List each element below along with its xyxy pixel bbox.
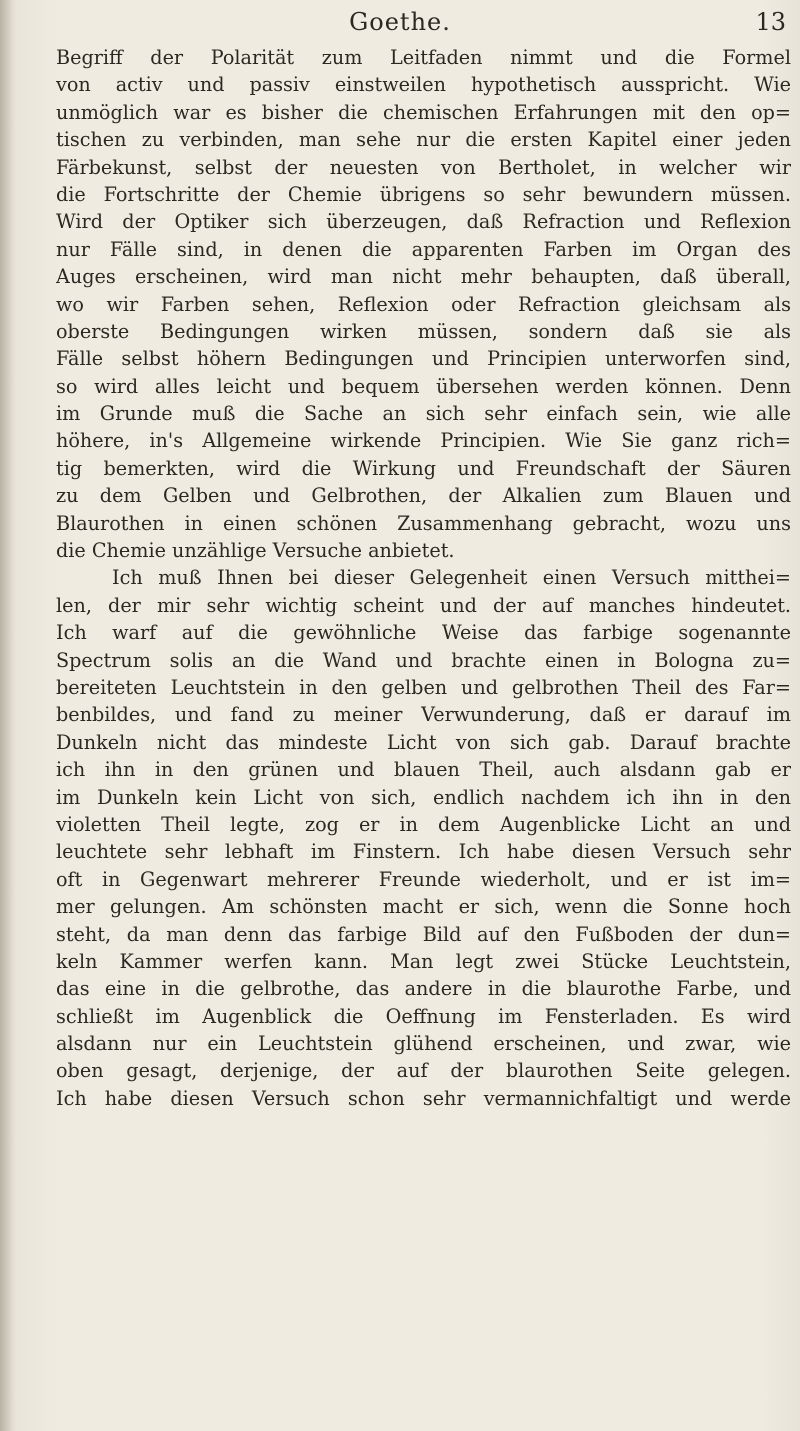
- text-line: Ich muß Ihnen bei dieser Gelegenheit einen Versuch mitthei=: [112, 566, 791, 590]
- text-line: im Dunkeln kein Licht von sich, endlich nachdem ich ihn in den: [56, 785, 791, 809]
- text-line: Begriff der Polarität zum Leitfaden nimmt und die Formel: [56, 46, 791, 69]
- text-line: Wird der Optiker sich überzeugen, daß Refraction und Reflexion: [56, 210, 791, 234]
- text-line: das eine in die gelbrothe, das andere in die blaurothe Farbe, und: [56, 977, 791, 1001]
- text-line: tischen zu verbinden, man sehe nur die ersten Kapitel einer jeden: [56, 128, 791, 152]
- text-line: unmöglich war es bisher die chemischen Erfahrungen mit den op=: [56, 100, 791, 124]
- text-line: Dunkeln nicht das mindeste Licht von sich gab. Darauf brachte: [56, 730, 791, 754]
- binding-shadow: [0, 0, 14, 1431]
- text-line: violetten Theil legte, zog er in dem Augenblicke Licht an und: [56, 812, 791, 836]
- text-line: oberste Bedingungen wirken müssen, sondern daß sie als: [56, 319, 791, 343]
- text-line: Ich warf auf die gewöhnliche Weise das farbige sogenannte: [56, 621, 791, 645]
- text-line: ich ihn in den grünen und blauen Theil, auch alsdann gab er: [56, 758, 791, 782]
- text-line: Ich habe diesen Versuch schon sehr vermannichfaltigt und werde: [56, 1086, 791, 1110]
- text-line: alsdann nur ein Leuchtstein glühend erscheinen, und zwar, wie: [56, 1032, 791, 1056]
- running-head: [40, 8, 800, 44]
- text-line: leuchtete sehr lebhaft im Finstern. Ich habe diesen Versuch sehr: [56, 840, 791, 864]
- text-line: keln Kammer werfen kann. Man legt zwei Stücke Leuchtstein,: [56, 949, 791, 973]
- text-line: Auges erscheinen, wird man nicht mehr behaupten, daß überall,: [56, 265, 791, 289]
- text-line: wo wir Farben sehen, Reflexion oder Refraction gleichsam als: [56, 292, 791, 316]
- text-line: Fälle selbst höhern Bedingungen und Principien unterworfen sind,: [56, 347, 791, 371]
- text-line: von activ und passiv einstweilen hypothetisch ausspricht. Wie: [56, 73, 791, 97]
- text-line: oben gesagt, derjenige, der auf der blaurothen Seite gelegen.: [56, 1059, 791, 1083]
- page-number: 13: [755, 8, 786, 36]
- text-line: oft in Gegenwart mehrerer Freunde wiederholt, und er ist im=: [56, 867, 791, 891]
- text-line: höhere, in's Allgemeine wirkende Principien. Wie Sie ganz rich=: [56, 429, 791, 453]
- text-line: Färbekunst, selbst der neuesten von Bertholet, in welcher wir: [56, 155, 791, 179]
- text-line: zu dem Gelben und Gelbrothen, der Alkalien zum Blauen und: [56, 484, 791, 508]
- text-line: benbildes, und fand zu meiner Verwunderung, daß er darauf im: [56, 703, 791, 727]
- text-line: bereiteten Leuchtstein in den gelben und gelbrothen Theil des Far=: [56, 675, 791, 699]
- text-line: die Chemie unzählige Versuche anbietet.: [56, 539, 455, 563]
- body-text: [56, 44, 791, 1112]
- text-line: Spectrum solis an die Wand und brachte einen in Bologna zu=: [56, 648, 791, 672]
- text-line: steht, da man denn das farbige Bild auf den Fußboden der dun=: [56, 922, 791, 946]
- text-line: schließt im Augenblick die Oeffnung im Fensterladen. Es wird: [56, 1004, 791, 1028]
- text-line: so wird alles leicht und bequem übersehen werden können. Denn: [56, 374, 791, 398]
- text-line: len, der mir sehr wichtig scheint und der auf manches hindeutet.: [56, 593, 791, 617]
- text-line: die Fortschritte der Chemie übrigens so sehr bewundern müssen.: [56, 182, 791, 206]
- running-title: Goethe.: [349, 8, 451, 36]
- text-line: mer gelungen. Am schönsten macht er sich, wenn die Sonne hoch: [56, 895, 791, 919]
- text-line: nur Fälle sind, in denen die apparenten Farben im Organ des: [56, 237, 791, 261]
- text-line: Blaurothen in einen schönen Zusammenhang gebracht, wozu uns: [56, 511, 791, 535]
- text-line: im Grunde muß die Sache an sich sehr einfach sein, wie alle: [56, 402, 791, 426]
- text-line: tig bemerkten, wird die Wirkung und Freundschaft der Säuren: [56, 456, 791, 480]
